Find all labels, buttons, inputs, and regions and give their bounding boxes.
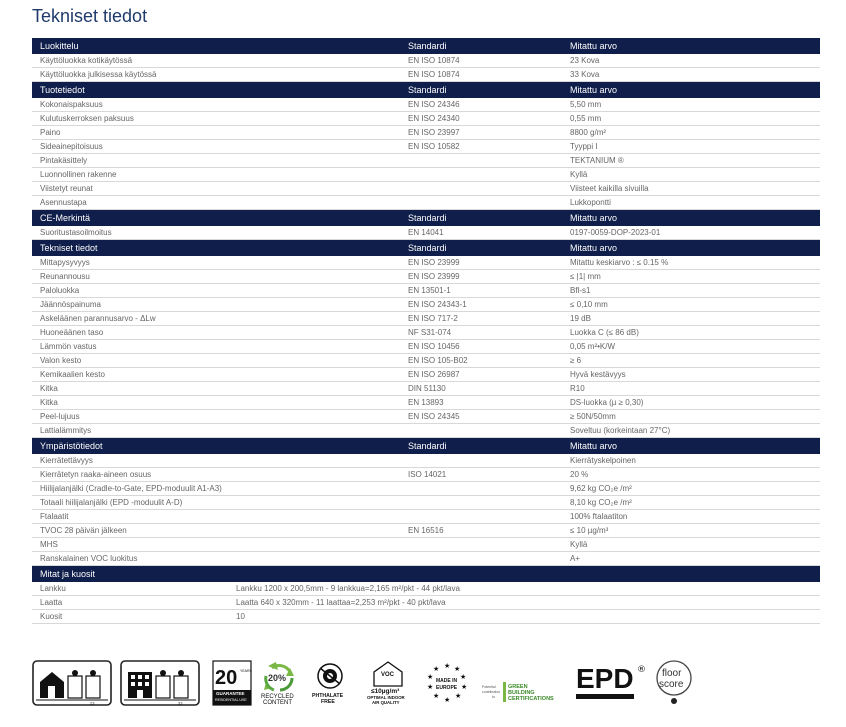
standard-column-header: Standardi (408, 41, 447, 51)
measured-value: TEKTANIUM ® (570, 156, 624, 165)
value-column-header: Mitattu arvo (570, 441, 618, 451)
measured-value: 0,05 m²•K/W (570, 342, 616, 351)
table-row (32, 154, 820, 168)
measured-value: Viisteet kaikilla sivuilla (570, 184, 649, 193)
table-row (32, 68, 820, 82)
table-row (32, 538, 820, 552)
standard-value: EN ISO 717-2 (408, 314, 458, 323)
section-header (32, 38, 820, 54)
property-name: Reunannousu (40, 272, 90, 281)
svg-text:FREE: FREE (321, 699, 335, 705)
section-title: Ympäristötiedot (40, 441, 103, 451)
page-title: Tekniset tiedot (32, 6, 148, 26)
table-row (32, 510, 820, 524)
table-row (32, 582, 820, 596)
svg-text:MADE IN: MADE IN (436, 678, 458, 684)
property-name: Kierrätettävyys (40, 456, 93, 465)
measured-value: ≤ 0,10 mm (570, 300, 608, 309)
property-name: Käyttöluokka julkisessa käytössä (40, 70, 157, 79)
floorscore-icon (652, 660, 696, 706)
property-name: Lämmön vastus (40, 342, 97, 351)
standard-column-header: Standardi (408, 85, 447, 95)
property-name: Asennustapa (40, 198, 87, 207)
section-header (32, 438, 820, 454)
section-title: CE-Merkintä (40, 213, 91, 223)
property-name: Askeläänen parannusarvo - ΔLw (40, 314, 156, 323)
value-column-header: Mitattu arvo (570, 243, 618, 253)
measured-value: Lukkopontti (570, 198, 611, 207)
property-name: Valon kesto (40, 356, 82, 365)
property-name: Pintakäsittely (40, 156, 88, 165)
standard-value: EN ISO 26987 (408, 370, 460, 379)
dimension-value: Lankku 1200 x 200,5mm - 9 lankkua=2,165 m²/pkt - 44 pkt/lava (236, 584, 460, 593)
svg-text:contribution: contribution (482, 690, 501, 694)
standard-value: EN ISO 10874 (408, 70, 460, 79)
property-name: Paloluokka (40, 286, 80, 295)
recycled-content-icon (258, 660, 302, 706)
table-row (32, 454, 820, 468)
svg-text:★: ★ (455, 692, 462, 700)
section-title: Tekniset tiedot (40, 243, 98, 253)
svg-text:CERTIFICATIONS: CERTIFICATIONS (508, 696, 554, 702)
table-row (32, 98, 820, 112)
svg-text:RECYCLED: RECYCLED (261, 694, 294, 700)
standard-value: EN ISO 23997 (408, 128, 460, 137)
standard-value: EN ISO 10456 (408, 342, 460, 351)
svg-text:OPTIMAL INDOOR: OPTIMAL INDOOR (367, 695, 405, 700)
section-header (32, 240, 820, 256)
measured-value: 8,10 kg CO₂e /m² (570, 498, 632, 507)
table-row (32, 126, 820, 140)
certification-logos (32, 660, 822, 706)
value-column-header: Mitattu arvo (570, 85, 618, 95)
section-title: Mitat ja kuosit (40, 569, 96, 579)
table-row (32, 326, 820, 340)
standard-value: EN ISO 23999 (408, 272, 460, 281)
standard-value: EN ISO 23999 (408, 258, 460, 267)
table-row (32, 468, 820, 482)
dimension-name: Lankku (40, 584, 66, 593)
svg-text:®: ® (637, 665, 646, 675)
table-row (32, 524, 820, 538)
measured-value: 0,55 mm (570, 114, 602, 123)
table-row (32, 610, 820, 624)
svg-text:AIR QUALITY: AIR QUALITY (372, 700, 400, 705)
commercial-class-label: 33 (178, 700, 183, 706)
measured-value: 100% ftalaatiton (570, 512, 628, 521)
dimension-name: Kuosit (40, 612, 63, 621)
property-name: MHS (40, 540, 58, 549)
epd-icon (574, 660, 648, 706)
section-header (32, 566, 820, 582)
svg-text:CONTENT: CONTENT (263, 700, 292, 706)
property-name: Kulutuskerroksen paksuus (40, 114, 134, 123)
property-name: Mittapysyvyys (40, 258, 90, 267)
measured-value: 20 % (570, 470, 589, 479)
measured-value: 33 Kova (570, 70, 600, 79)
measured-value: ≤ 10 µg/m³ (570, 526, 609, 535)
measured-value: Tyyppi I (570, 142, 598, 151)
svg-text:RESIDENTIAL USE: RESIDENTIAL USE (215, 698, 247, 702)
standard-value: EN 13501-1 (408, 286, 451, 295)
standard-value: EN ISO 24345 (408, 412, 460, 421)
svg-text:★: ★ (444, 696, 451, 704)
commercial-use-class-icon (120, 660, 200, 706)
property-name: Kemikaalien kesto (40, 370, 105, 379)
table-row (32, 298, 820, 312)
table-row (32, 382, 820, 396)
standard-value: EN 13893 (408, 398, 444, 407)
section-header (32, 82, 820, 98)
svg-text:★: ★ (460, 673, 467, 681)
measured-value: ≤ |1| mm (570, 272, 601, 281)
section-title: Tuotetiedot (40, 85, 85, 95)
svg-text:score: score (659, 679, 684, 690)
guarantee-badge-icon (212, 660, 252, 706)
property-name: Suoritustasoilmoitus (40, 228, 112, 237)
standard-value: EN ISO 105-B02 (408, 356, 468, 365)
measured-value: DS-luokka (µ ≥ 0,30) (570, 398, 644, 407)
property-name: Viistetyt reunat (40, 184, 93, 193)
dimension-value: 10 (236, 612, 245, 621)
property-name: Paino (40, 128, 61, 137)
property-name: Totaali hiilijalanjälki (EPD -moduulit A-D) (40, 498, 183, 507)
home-class-label: 23 (90, 700, 95, 706)
property-name: Ranskalainen VOC luokitus (40, 554, 138, 563)
property-name: Luonnollinen rakenne (40, 170, 117, 179)
table-row (32, 340, 820, 354)
svg-text:VOC: VOC (381, 672, 395, 678)
table-row (32, 284, 820, 298)
standard-value: EN 14041 (408, 228, 444, 237)
green-building-certification-icon (482, 660, 558, 706)
value-column-header: Mitattu arvo (570, 213, 618, 223)
svg-text:GUARANTEE: GUARANTEE (216, 691, 245, 696)
made-in-europe-icon (424, 660, 470, 706)
svg-text:PHTHALATE: PHTHALATE (312, 693, 344, 699)
measured-value: 23 Kova (570, 56, 600, 65)
phthalate-free-icon (312, 660, 348, 706)
svg-text:★: ★ (433, 665, 440, 673)
standard-column-header: Standardi (408, 441, 447, 451)
voc-air-quality-icon (366, 660, 410, 706)
svg-text:★: ★ (427, 683, 434, 691)
table-row (32, 396, 820, 410)
measured-value: A+ (570, 554, 581, 563)
table-row (32, 196, 820, 210)
property-name: Ftalaatit (40, 512, 69, 521)
svg-text:floor: floor (662, 668, 682, 679)
property-name: Sideainepitoisuus (40, 142, 103, 151)
standard-value: ISO 14021 (408, 470, 447, 479)
measured-value: Bfl-s1 (570, 286, 591, 295)
svg-text:★: ★ (433, 692, 440, 700)
table-row (32, 168, 820, 182)
table-row (32, 496, 820, 510)
svg-text:EUROPE: EUROPE (436, 685, 458, 691)
svg-text:YEARS: YEARS (240, 669, 252, 673)
svg-text:BUILDING: BUILDING (508, 690, 535, 696)
property-name: TVOC 28 päivän jälkeen (40, 526, 127, 535)
measured-value: Kyllä (570, 170, 588, 179)
measured-value: Hyvä kestävyys (570, 370, 626, 379)
table-row (32, 552, 820, 566)
table-row (32, 270, 820, 284)
table-row (32, 226, 820, 240)
svg-text:★: ★ (444, 662, 451, 670)
measured-value: Kierrätyskelpoinen (570, 456, 636, 465)
property-name: Kierrätetyn raaka-aineen osuus (40, 470, 152, 479)
table-row (32, 312, 820, 326)
table-row (32, 54, 820, 68)
table-row (32, 140, 820, 154)
measured-value: 9,62 kg CO₂e /m² (570, 484, 632, 493)
property-name: Käyttöluokka kotikäytössä (40, 56, 133, 65)
measured-value: Mitattu keskiarvo : ≤ 0.15 % (570, 258, 669, 267)
standard-value: EN ISO 10874 (408, 56, 460, 65)
measured-value: ≥ 6 (570, 356, 582, 365)
standard-value: EN ISO 10582 (408, 142, 460, 151)
svg-text:20: 20 (215, 667, 238, 689)
table-row (32, 482, 820, 496)
standard-column-header: Standardi (408, 213, 447, 223)
section-title: Luokittelu (40, 41, 79, 51)
dimension-name: Laatta (40, 598, 63, 607)
svg-text:★: ★ (454, 665, 461, 673)
svg-text:Potential: Potential (482, 685, 496, 689)
table-row (32, 410, 820, 424)
measured-value: Luokka C (≤ 86 dB) (570, 328, 639, 337)
svg-text:GREEN: GREEN (508, 684, 528, 690)
property-name: Lattialämmitys (40, 426, 92, 435)
home-use-class-icon (32, 660, 112, 706)
property-name: Hiilijalanjälki (Cradle-to-Gate, EPD-moduulit A1-A3) (40, 484, 222, 493)
property-name: Peel-lujuus (40, 412, 80, 421)
table-row (32, 368, 820, 382)
svg-text:≤10µg/m³: ≤10µg/m³ (371, 688, 400, 695)
table-row (32, 424, 820, 438)
measured-value: Soveltuu (korkeintaan 27°C) (570, 426, 671, 435)
table-row (32, 596, 820, 610)
standard-value: EN ISO 24346 (408, 100, 460, 109)
value-column-header: Mitattu arvo (570, 41, 618, 51)
standard-column-header: Standardi (408, 243, 447, 253)
table-row (32, 112, 820, 126)
measured-value: ≥ 50N/50mm (570, 412, 616, 421)
dimension-value: Laatta 640 x 320mm - 11 laattaa=2,253 m²/pkt - 40 pkt/lava (236, 598, 446, 607)
property-name: Kitka (40, 384, 58, 393)
property-name: Jäännöspainuma (40, 300, 101, 309)
svg-text:★: ★ (461, 683, 468, 691)
measured-value: 0197-0059-DOP-2023-01 (570, 228, 661, 237)
measured-value: 8800 g/m² (570, 128, 607, 137)
table-row (32, 256, 820, 270)
property-name: Kitka (40, 398, 58, 407)
section-header (32, 210, 820, 226)
standard-value: NF S31-074 (408, 328, 452, 337)
table-row (32, 182, 820, 196)
standard-value: DIN 51130 (408, 384, 446, 393)
standard-value: EN ISO 24340 (408, 114, 460, 123)
svg-text:EPD: EPD (576, 663, 634, 694)
property-name: Kokonaispaksuus (40, 100, 103, 109)
table-row (32, 354, 820, 368)
svg-text:★: ★ (427, 673, 434, 681)
svg-text:to: to (492, 695, 495, 699)
spec-table (32, 38, 820, 624)
standard-value: EN ISO 24343-1 (408, 300, 467, 309)
measured-value: Kyllä (570, 540, 588, 549)
measured-value: R10 (570, 384, 585, 393)
standard-value: EN 16516 (408, 526, 444, 535)
svg-text:20%: 20% (268, 673, 287, 683)
property-name: Huoneäänen taso (40, 328, 104, 337)
measured-value: 5,50 mm (570, 100, 602, 109)
measured-value: 19 dB (570, 314, 591, 323)
